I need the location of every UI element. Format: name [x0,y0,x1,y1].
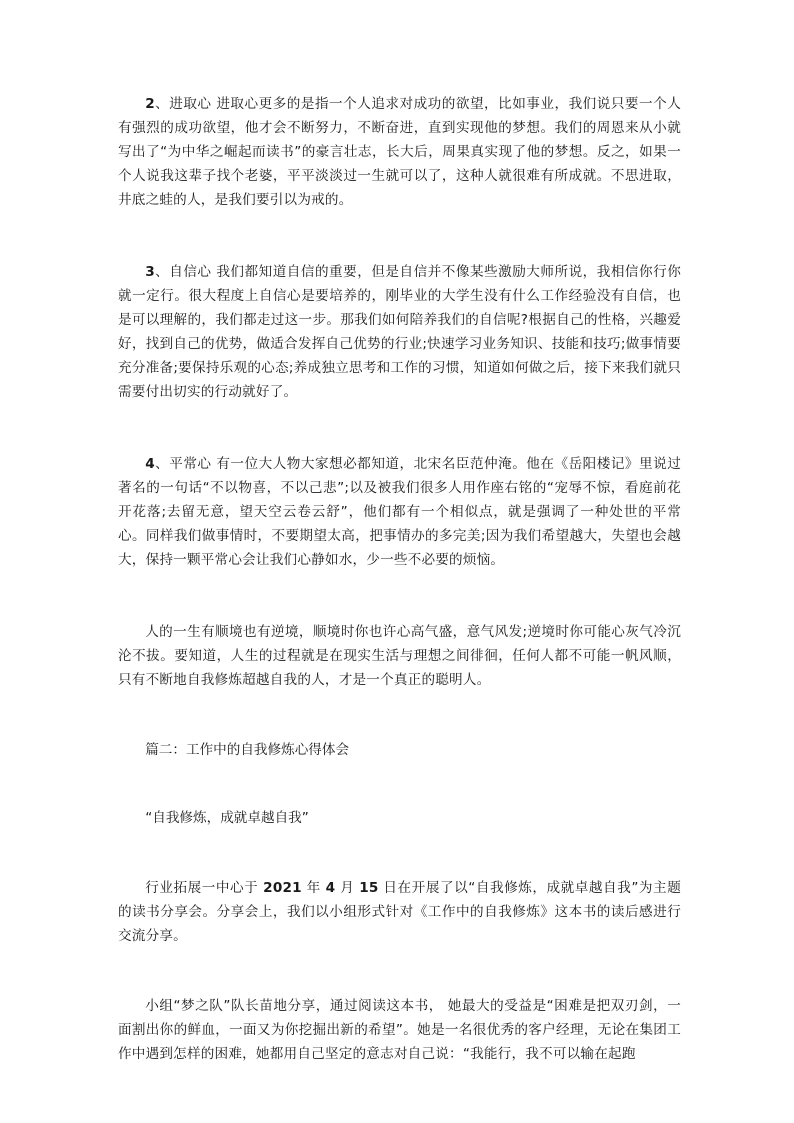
paragraph-equanimity [118,452,681,572]
event-year: 2021 [263,880,302,896]
paragraph-team-dream: 小组“梦之队”队长苗地分享，通过阅读这本书， 她最大的受益是“困难是把双刃剑，一面割出你的鲜血，一面又为你挖掘出新的希望”。她是一名很优秀的客户经理，无论在集团工作中遇到怎样的困难，她都用自己坚定的意志对自己说：“我能行，我不可以输在起跑 [118,998,681,1062]
paragraph-ambition [118,92,681,212]
paragraph-life: 人的一生有顺境也有逆境，顺境时你也许心高气盛，意气风发;逆境时你可能心灰气冷沉沦不拔。要知道，人生的过程就是在现实生活与理想之间徘徊，任何人都不可能一帆风顺，只有不断地自我修炼超越自我的人，才是一个真正的聪明人。 [118,624,681,688]
quote-title: “自我修炼，成就卓越自我” [145,810,309,826]
section-number: 2 [145,96,155,112]
paragraph-text: 、进取心 进取心更多的是指一个人追求对成功的欲望，比如事业，我们说只要一个人有强烈的成功欲望，他才会不断努力，不断奋进，直到实现他的梦想。我们的周恩来从小就写出了“为中华之崛起而读书”的豪言壮志，长大后，周果真实现了他的梦想。反之，如果一个人说我这辈子找个老婆，平平淡淡过一生就可以了，这种人就很难有所成就。不思进取，井底之蛙的人，是我们要引以为戒的。 [118,96,681,208]
section-heading: 篇二：工作中的自我修炼心得体会 [145,742,350,758]
event-day: 15 [359,880,379,896]
event-month: 4 [325,880,336,896]
paragraph-event: 行业拓展一中心于 2021 年 4 月 15 日在开展了以“自我修炼，成就卓越自我”为主题的读书分享会。分享会上，我们以小组形式针对《工作中的自我修炼》这本书的读后感进行交流分享。 [118,880,681,944]
section-number: 4 [145,456,155,472]
paragraph-text: 、平常心 有一位大人物大家想必都知道，北宋名臣范仲淹。他在《岳阳楼记》里说过著名的一句话“不以物喜，不以己悲”;以及被我们很多人用作座右铭的“宠辱不惊，看庭前花开花落;去留无意，望天空云卷云舒”，他们都有一个相似点，就是强调了一种处世的平常心。同样我们做事情时，不要期望太高，把事情办的多完美;因为我们希望越大，失望也会越大，保持一颗平常心会让我们心静如水，少一些不必要的烦恼。 [118,456,681,568]
document-page [118,92,681,1066]
paragraph-confidence [118,260,681,404]
section-number: 3 [145,264,155,280]
paragraph-text: 、自信心 我们都知道自信的重要，但是自信并不像某些激励大师所说，我相信你行你就一定行。很大程度上自信心是要培养的，刚毕业的大学生没有什么工作经验没有自信，也是可以理解的，我们都走过这一步。那我们如何陪养我们的自信呢?根据自己的性格，兴趣爱好，找到自己的优势，做适合发挥自己优势的行业;快速学习业务知识、技能和技巧;做事情要充分准备;要保持乐观的心态;养成独立思考和工作的习惯，知道如何做之后，接下来我们就只需要付出切实的行动就好了。 [118,264,681,400]
